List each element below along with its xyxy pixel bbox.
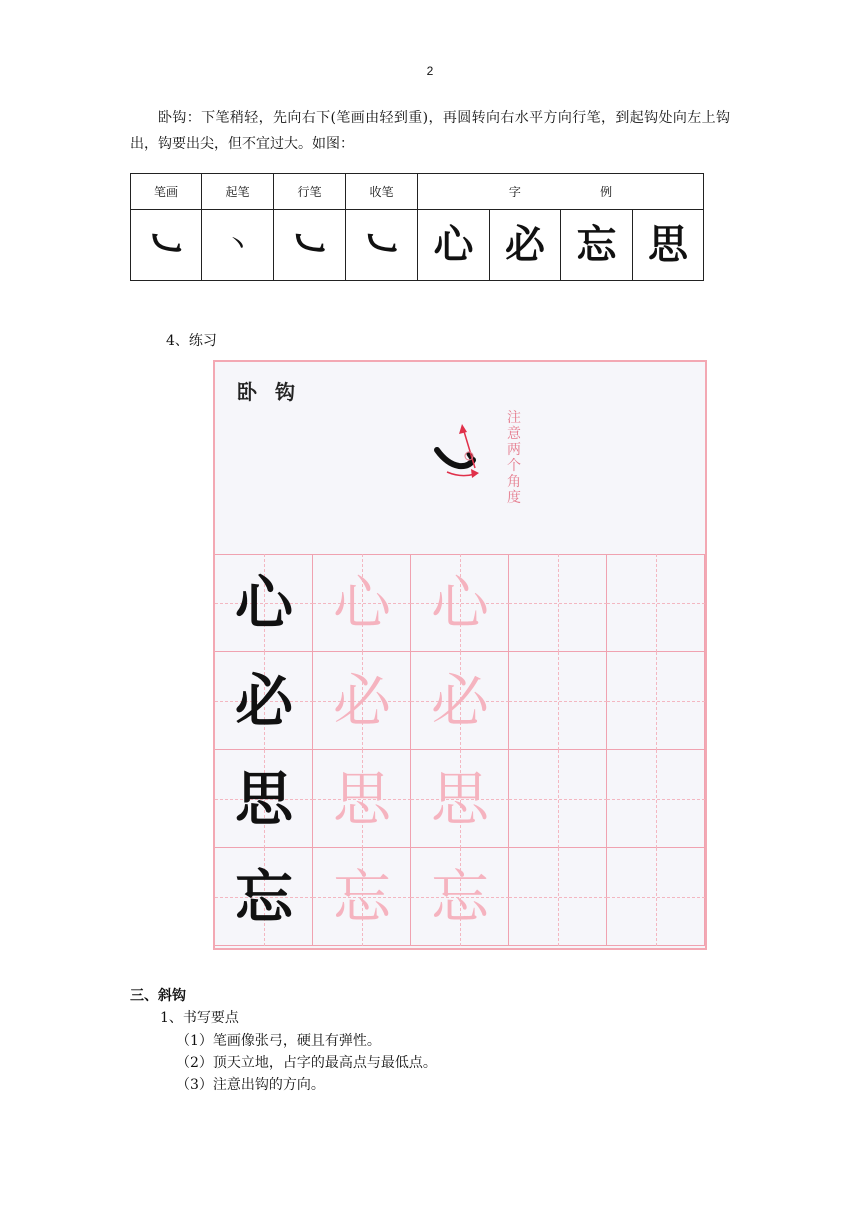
writing-points-list: [176, 1030, 437, 1096]
grid-cell: [313, 750, 411, 848]
model-char: 思: [234, 765, 293, 833]
grid-cell-empty: [509, 848, 607, 946]
grid-cell: [313, 554, 411, 652]
model-char: 必: [234, 667, 293, 735]
example-cell: [561, 210, 633, 281]
trace-char: 忘: [430, 863, 489, 931]
grid-row: [215, 652, 705, 750]
grid-cell: [313, 848, 411, 946]
grid-row: [215, 848, 705, 946]
grid-cell: [411, 750, 509, 848]
grid-cell-empty: [509, 554, 607, 652]
up-arrowhead-icon: [459, 424, 467, 434]
header-examples: [418, 174, 704, 210]
start-glyph: 丶: [223, 228, 252, 261]
page-number: 2: [426, 64, 434, 78]
example-char: 忘: [576, 221, 617, 268]
grid-cell-empty: [607, 554, 705, 652]
stroke-cell: [131, 210, 202, 281]
grid-cell: [215, 652, 313, 750]
example-cell: [633, 210, 704, 281]
move-glyph: ㇃: [289, 221, 330, 268]
intro-paragraph: 卧钩：下笔稍轻，先向右下(笔画由轻到重)，再圆转向右水平方向行笔，到起钩处向左上钩出，钩要出尖，但不宜过大。如图：: [130, 110, 730, 152]
trace-char: 必: [430, 667, 489, 735]
grid-row: [215, 554, 705, 652]
section-title: 三、斜钩: [130, 988, 186, 1004]
table-header-row: [131, 174, 704, 210]
trace-char: 心: [332, 569, 391, 637]
header-move: 行笔: [274, 174, 346, 210]
table-glyph-row: [131, 210, 704, 281]
example-char: 心: [433, 221, 474, 268]
example-cell: [490, 210, 561, 281]
model-char: 忘: [234, 863, 293, 931]
practice-label: 4、练习: [166, 333, 217, 349]
header-stroke: 笔画: [131, 174, 202, 210]
grid-cell: [411, 652, 509, 750]
list-item: （2）顶天立地，占字的最高点与最低点。: [176, 1055, 437, 1071]
move-cell: [274, 210, 346, 281]
grid-cell: [313, 652, 411, 750]
example-cell: [418, 210, 490, 281]
model-char: 心: [234, 569, 293, 637]
finish-glyph: ㇃: [361, 221, 402, 268]
grid-cell-empty: [509, 652, 607, 750]
grid-cell-empty: [607, 750, 705, 848]
trace-char: 思: [332, 765, 391, 833]
grid-cell-empty: [509, 750, 607, 848]
start-cell: [202, 210, 274, 281]
header-examples-example: 例: [600, 185, 613, 199]
trace-char: 思: [430, 765, 489, 833]
finish-cell: [346, 210, 418, 281]
list-item: （3）注意出钩的方向。: [176, 1077, 325, 1093]
grid-cell: [411, 554, 509, 652]
example-char: 必: [505, 221, 545, 268]
trace-char: 忘: [332, 863, 391, 931]
example-char: 思: [648, 221, 688, 268]
section-subtitle: 1、书写要点: [160, 1010, 239, 1026]
stroke-table: [130, 173, 704, 281]
header-start: 起笔: [202, 174, 274, 210]
trace-char: 心: [430, 569, 489, 637]
header-examples-char: 字: [508, 185, 521, 199]
header-finish: 收笔: [346, 174, 418, 210]
grid-cell: [215, 554, 313, 652]
grid-cell: [411, 848, 509, 946]
right-arrow-icon: [447, 472, 475, 476]
list-item: （1）笔画像张弓，硬且有弹性。: [176, 1033, 381, 1049]
grid-cell: [215, 750, 313, 848]
sheet-title: 卧钩: [237, 380, 313, 404]
stroke-glyph: ㇃: [146, 221, 186, 268]
demo-stroke-diagram: [429, 412, 489, 492]
grid-cell: [215, 848, 313, 946]
right-arrowhead-icon: [471, 469, 479, 478]
grid-row: [215, 750, 705, 848]
trace-char: 必: [332, 667, 391, 735]
grid-cell-empty: [607, 652, 705, 750]
angle-note: 注意两个角度: [507, 410, 521, 506]
practice-sheet: [213, 360, 707, 950]
grid-cell-empty: [607, 848, 705, 946]
practice-grid: [215, 554, 705, 948]
